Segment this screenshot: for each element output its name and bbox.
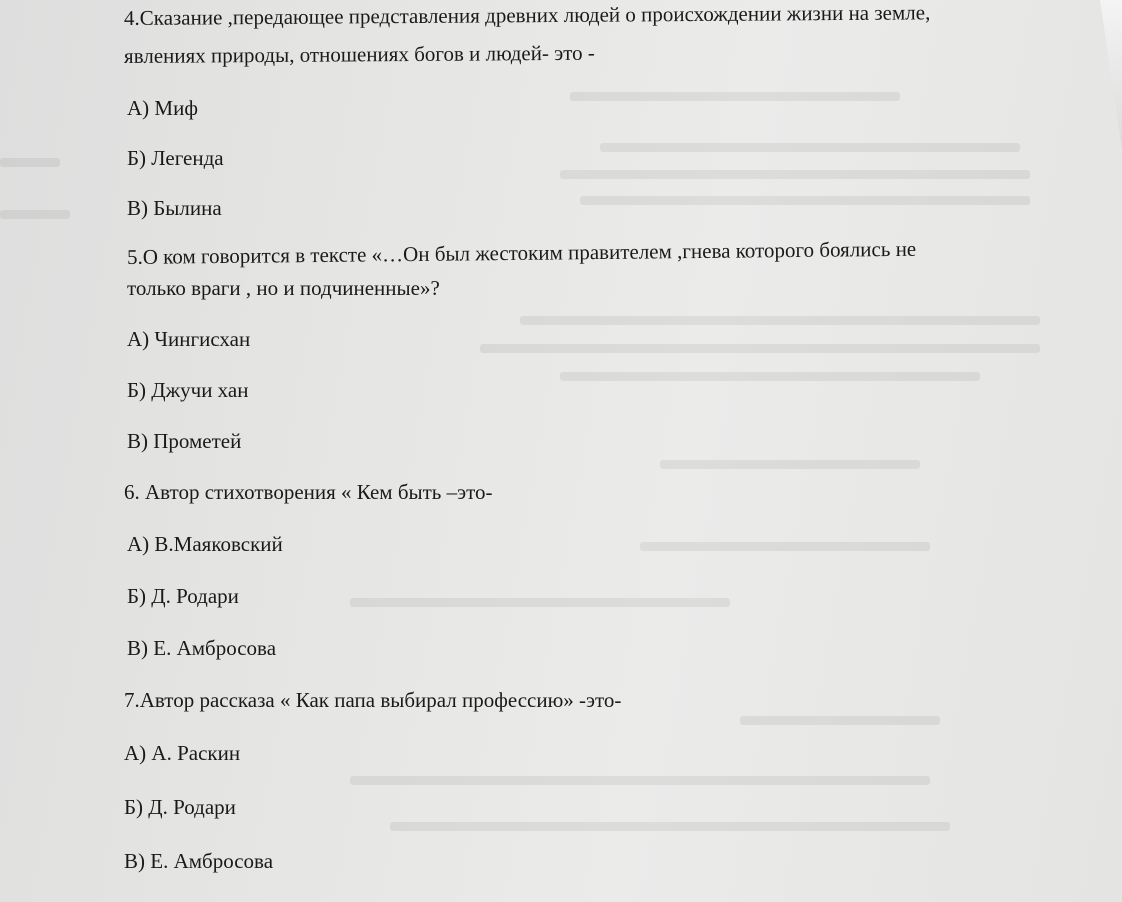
question-4-option-c: В) Былина [127, 196, 222, 220]
bleed-through-text [390, 822, 950, 831]
question-6-option-b: Б) Д. Родари [127, 584, 239, 608]
question-7-option-a: А) А. Раскин [124, 741, 241, 765]
bleed-through-text [570, 92, 900, 101]
question-6-option-c: В) Е. Амбросова [127, 636, 277, 660]
bleed-through-text [660, 460, 920, 469]
bleed-through-text [350, 776, 930, 785]
question-7-line-1: 7.Автор рассказа « Как папа выбирал профессию» -это- [124, 688, 622, 712]
bleed-through-text [0, 158, 60, 167]
question-4-option-a: А) Миф [127, 96, 198, 120]
bleed-through-text [0, 210, 70, 219]
question-7-option-b: Б) Д. Родари [124, 795, 236, 819]
question-5-option-a: А) Чингисхан [127, 327, 251, 351]
question-5-line-1: 5.О ком говорится в тексте «…Он был жестоким правителем ,гнева которого боялись не [126, 236, 917, 269]
question-5-line-2: только враги , но и подчиненные»? [127, 276, 440, 300]
bleed-through-text [480, 344, 1040, 353]
question-7-option-c: В) Е. Амбросова [124, 849, 274, 873]
page-corner [1100, 0, 1122, 150]
question-6-option-a: А) В.Маяковский [127, 532, 283, 556]
question-4-option-b: Б) Легенда [127, 146, 224, 170]
question-6-line-1: 6. Автор стихотворения « Кем быть –это- [124, 480, 493, 504]
bleed-through-text [560, 372, 980, 381]
bleed-through-text [350, 598, 730, 607]
question-4-line-1: 4.Сказание ,передающее представления древних людей о происхождении жизни на земле, [123, 0, 931, 30]
bleed-through-text [640, 542, 930, 551]
question-5-option-b: Б) Джучи хан [127, 378, 249, 402]
bleed-through-text [520, 316, 1040, 325]
bleed-through-text [600, 143, 1020, 152]
question-4-line-2: явлениях природы, отношениях богов и людей- это - [123, 40, 595, 68]
bleed-through-text [740, 716, 940, 725]
bleed-through-text [560, 170, 1030, 179]
question-5-option-c: В) Прометей [127, 429, 242, 453]
bleed-through-text [580, 196, 1030, 205]
